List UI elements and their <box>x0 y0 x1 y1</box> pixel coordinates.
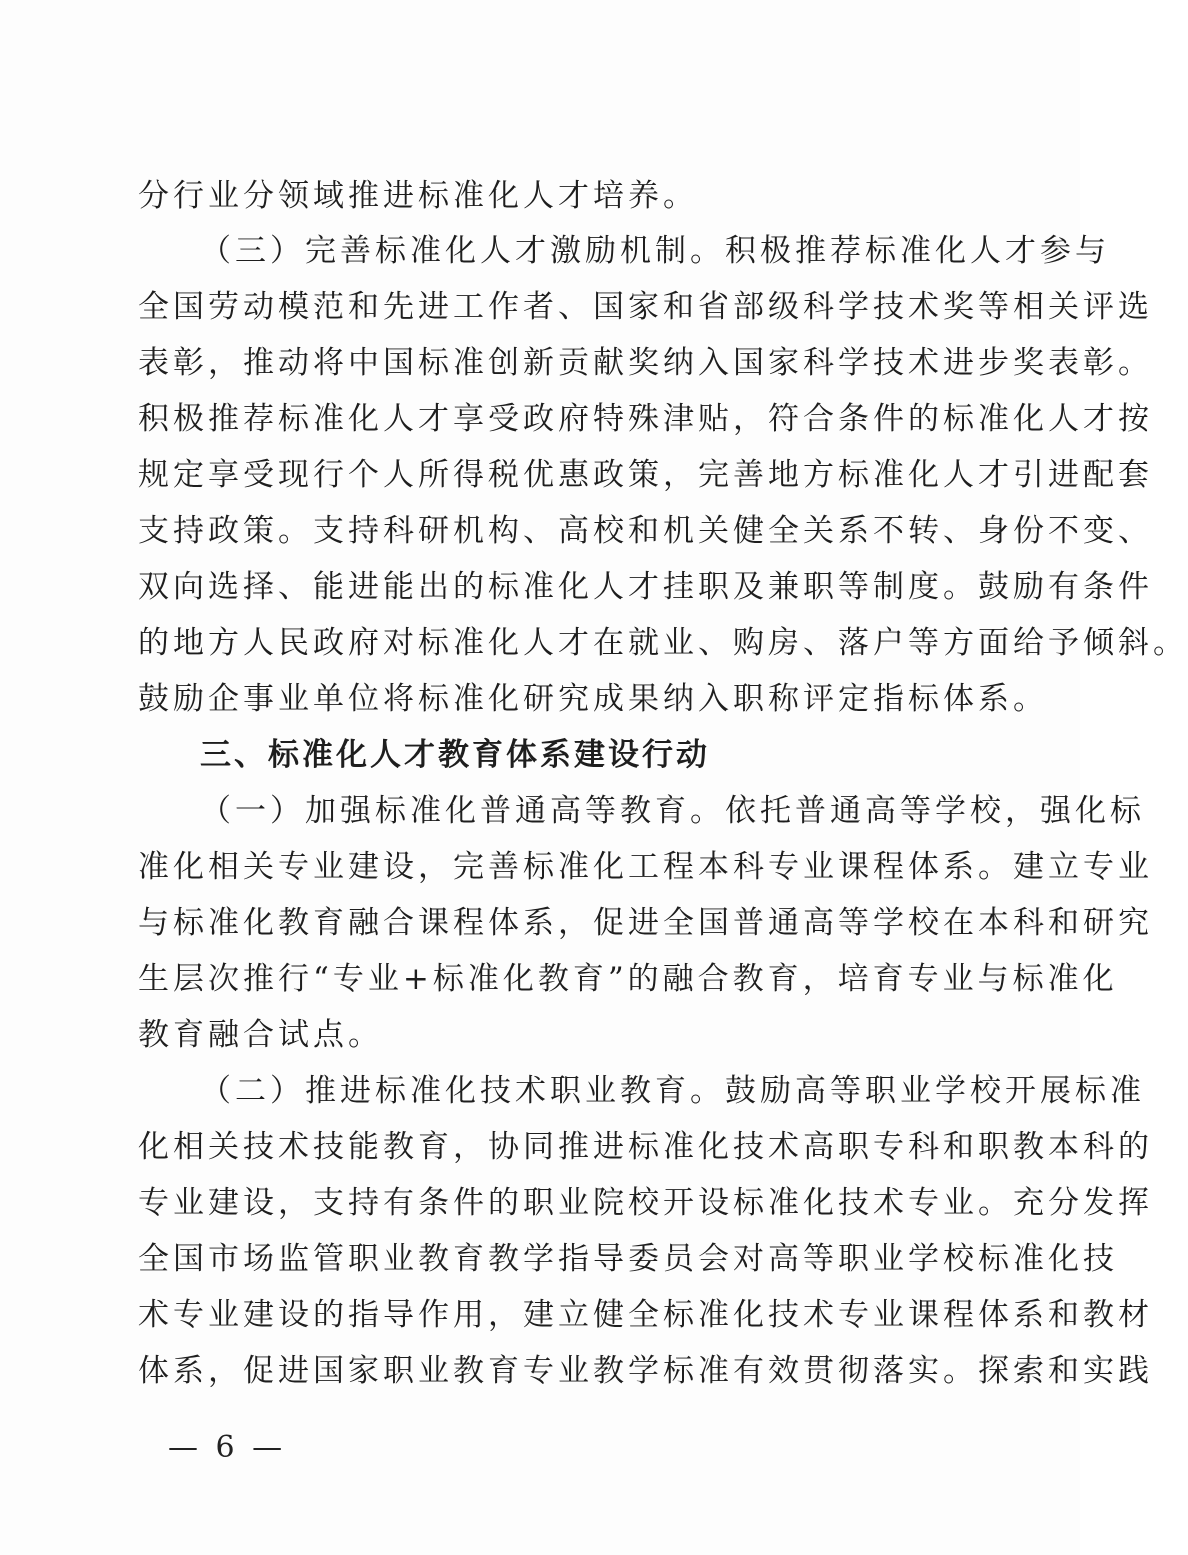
text-line: （三）完善标准化人才激励机制。积极推荐标准化人才参与 <box>200 233 1110 269</box>
text-line: 生层次推行“专业+标准化教育”的融合教育，培育专业与标准化 <box>138 961 1118 997</box>
text-line: 全国市场监管职业教育教学指导委员会对高等职业学校标准化技 <box>138 1241 1118 1277</box>
text-line: 与标准化教育融合课程体系，促进全国普通高等学校在本科和研究 <box>138 905 1153 941</box>
text-line: 教育融合试点。 <box>138 1017 383 1053</box>
text-line: 准化相关专业建设，完善标准化工程本科专业课程体系。建立专业 <box>138 849 1153 885</box>
text-line: 表彰，推动将中国标准创新贡献奖纳入国家科学技术进步奖表彰。 <box>138 345 1153 381</box>
text-line: 支持政策。支持科研机构、高校和机关健全关系不转、身份不变、 <box>138 513 1153 549</box>
text-line: 化相关技术技能教育，协同推进标准化技术高职专科和职教本科的 <box>138 1129 1153 1165</box>
text-line: （一）加强标准化普通高等教育。依托普通高等学校，强化标 <box>200 793 1145 829</box>
text-line: 分行业分领域推进标准化人才培养。 <box>138 178 698 214</box>
text-line: 双向选择、能进能出的标准化人才挂职及兼职等制度。鼓励有条件 <box>138 569 1153 605</box>
text-line: 术专业建设的指导作用，建立健全标准化技术专业课程体系和教材 <box>138 1297 1153 1333</box>
text-line: 全国劳动模范和先进工作者、国家和省部级科学技术奖等相关评选 <box>138 289 1153 325</box>
text-line: 规定享受现行个人所得税优惠政策，完善地方标准化人才引进配套 <box>138 457 1153 493</box>
page-number: — 6 — <box>168 1430 287 1465</box>
text-line: 专业建设，支持有条件的职业院校开设标准化技术专业。充分发挥 <box>138 1185 1153 1221</box>
text-line: 体系，促进国家职业教育专业教学标准有效贯彻落实。探索和实践 <box>138 1353 1153 1389</box>
text-line: 鼓励企事业单位将标准化研究成果纳入职称评定指标体系。 <box>138 681 1048 717</box>
section-heading: 三、标准化人才教育体系建设行动 <box>200 737 710 773</box>
text-line: 的地方人民政府对标准化人才在就业、购房、落户等方面给予倾斜。 <box>138 625 1188 661</box>
text-line: 积极推荐标准化人才享受政府特殊津贴，符合条件的标准化人才按 <box>138 401 1153 437</box>
text-line: （二）推进标准化技术职业教育。鼓励高等职业学校开展标准 <box>200 1073 1145 1109</box>
